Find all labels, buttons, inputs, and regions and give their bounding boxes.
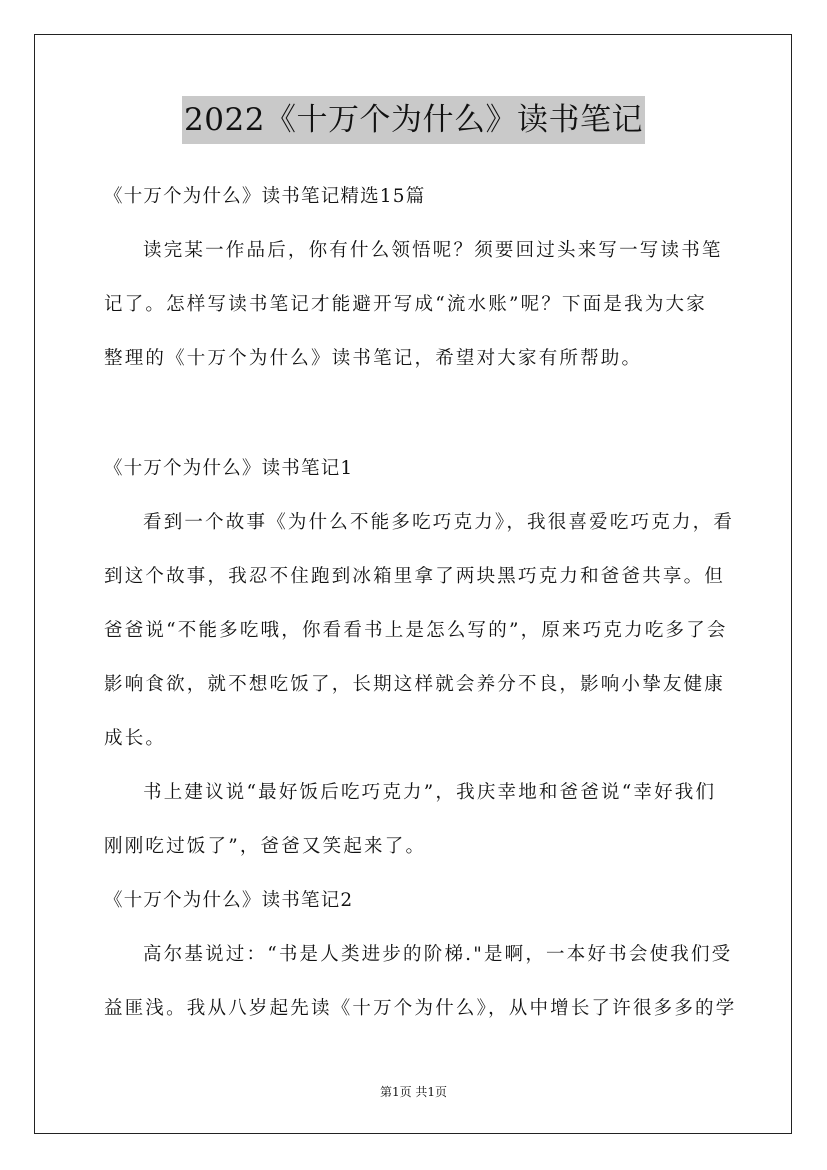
section1-para1-line-2: 到这个故事，我忍不住跑到冰箱里拿了两块黑巧克力和爸爸共享。但 <box>104 566 726 587</box>
section1-para1-line-3: 爸爸说“不能多吃哦，你看看书上是怎么写的”，原来巧克力吃多了会 <box>104 620 728 641</box>
intro-line-1: 读完某一作品后，你有什么领悟呢？须要回过头来写一写读书笔 <box>143 240 723 261</box>
section1-para1-line-5: 成长。 <box>104 728 167 749</box>
section1-para2-line-1: 书上建议说“最好饭后吃巧克力”，我庆幸地和爸爸说“幸好我们 <box>143 782 717 803</box>
intro-line-3: 整理的《十万个为什么》读书笔记，希望对大家有所帮助。 <box>104 348 643 369</box>
section2-para1-line-2: 益匪浅。我从八岁起先读《十万个为什么》，从中增长了许很多多的学 <box>104 998 737 1019</box>
document-subtitle: 《十万个为什么》读书笔记精选15篇 <box>104 186 426 207</box>
section1-para2-line-2: 刚刚吃过饭了”，爸爸又笑起来了。 <box>104 836 427 857</box>
section1-para1-line-4: 影响食欲，就不想吃饭了，长期这样就会养分不良，影响小挚友健康 <box>104 674 726 695</box>
intro-line-2: 记了。怎样写读书笔记才能避开写成“流水账”呢？下面是我为大家 <box>104 294 707 315</box>
section2-para1-line-1: 高尔基说过：“书是人类进步的阶梯."是啊，一本好书会使我们受 <box>143 944 733 965</box>
section1-para1-line-1: 看到一个故事《为什么不能多吃巧克力》，我很喜爱吃巧克力，看 <box>143 512 735 533</box>
document-title: 2022《十万个为什么》读书笔记 <box>182 96 645 144</box>
section1-heading: 《十万个为什么》读书笔记1 <box>104 458 354 479</box>
section2-heading: 《十万个为什么》读书笔记2 <box>104 890 354 911</box>
title-container <box>0 96 827 144</box>
page-footer: 第1页 共1页 <box>379 1085 448 1099</box>
